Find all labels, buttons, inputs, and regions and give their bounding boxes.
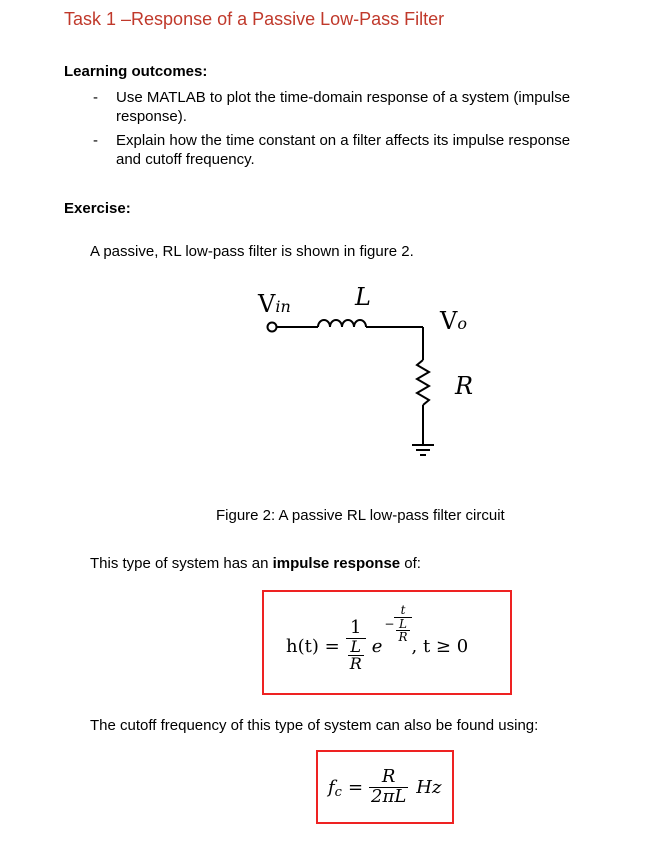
eq1-main-fraction <box>346 616 366 674</box>
eq1-exponent-L: L <box>398 616 407 631</box>
eq1-denominator <box>346 636 366 674</box>
vout-letter: V <box>440 307 458 335</box>
bullet-dash: - <box>93 132 98 149</box>
exercise-heading: Exercise: <box>64 200 131 217</box>
vin-label <box>258 290 291 318</box>
eq1-exponent-inner-fraction <box>396 618 409 644</box>
eq2-denominator: 2πL <box>371 785 407 807</box>
vout-label <box>440 307 467 335</box>
eq1-exponent-denominator <box>394 618 411 644</box>
eq2-subscript: c <box>334 784 342 800</box>
cutoff-text: The cutoff frequency of this type of system can also be found using: <box>90 717 539 734</box>
resistor-label: R <box>455 372 474 400</box>
eq2-equals: = <box>347 776 364 798</box>
eq1-exponent-R: R <box>398 630 408 645</box>
eq1-inner-fraction <box>348 636 364 674</box>
eq1-lhs: h(t) = <box>286 635 340 657</box>
impulse-text-post: of: <box>400 555 421 572</box>
impulse-response-text <box>90 554 421 573</box>
impulse-text-bold: impulse response <box>272 555 401 572</box>
eq2-fraction <box>369 765 408 807</box>
eq1-numerator: 1 <box>349 616 362 638</box>
cutoff-frequency-equation <box>328 756 441 818</box>
exercise-intro: A passive, RL low-pass filter is shown in figure 2. <box>90 243 414 260</box>
eq2-f: f <box>328 776 335 798</box>
eq1-inner-R: R <box>349 654 362 674</box>
impulse-response-equation <box>286 603 469 686</box>
learning-item-2-line1: Explain how the time constant on a filter affects its impulse response <box>116 132 571 149</box>
figure-caption: Figure 2: A passive RL low-pass filter circuit <box>216 507 505 524</box>
learning-item-1-line1: Use MATLAB to plot the time-domain response of a system (impulse <box>116 89 571 106</box>
vin-subscript: in <box>275 297 291 316</box>
impulse-text-pre: This type of system has an <box>90 555 273 572</box>
eq2-numerator: R <box>381 765 396 787</box>
learning-outcomes-heading: Learning outcomes: <box>64 63 208 80</box>
inductor-label: L <box>355 283 371 311</box>
eq1-exponent-t: t <box>400 603 406 618</box>
learning-item-1-line2: response). <box>116 108 187 125</box>
vout-subscript: o <box>457 314 467 333</box>
eq2-unit: Hz <box>416 776 442 798</box>
eq1-exponent-minus: − <box>384 617 395 631</box>
input-terminal <box>268 323 277 332</box>
eq1-condition: , t ≥ 0 <box>411 635 469 657</box>
eq1-exponent-fraction <box>394 604 411 644</box>
inductor-symbol <box>318 320 366 327</box>
eq1-exponent <box>384 604 411 644</box>
learning-item-2-line2: and cutoff frequency. <box>116 151 255 168</box>
eq1-exponential: e <box>371 635 383 657</box>
resistor-symbol <box>417 360 429 405</box>
bullet-dash: - <box>93 89 98 106</box>
vin-letter: V <box>258 290 276 318</box>
learning-item-2 <box>116 131 616 169</box>
eq1-inner-L: L <box>350 636 362 656</box>
page-title: Task 1 –Response of a Passive Low-Pass Filter <box>64 9 445 29</box>
learning-item-1 <box>116 88 616 126</box>
